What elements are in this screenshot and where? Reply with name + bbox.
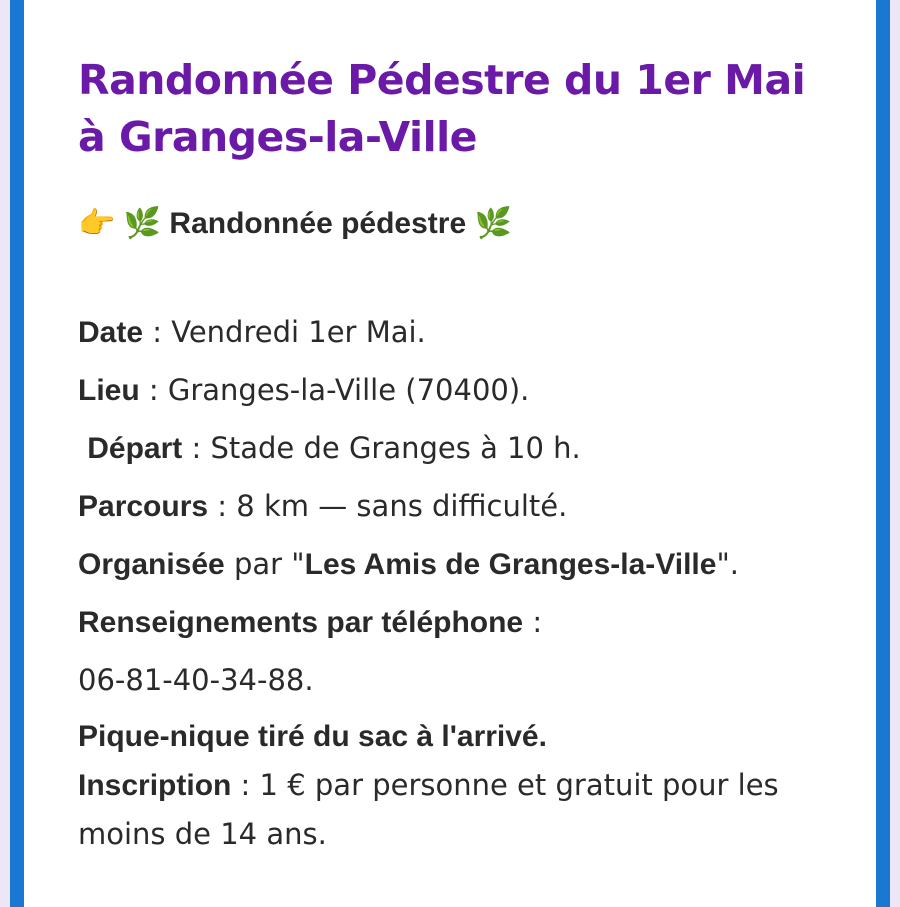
event-card xyxy=(10,0,890,907)
parcours-label: Parcours xyxy=(78,490,209,523)
subtitle-text: Randonnée pédestre xyxy=(169,207,467,240)
date-line xyxy=(78,308,848,357)
date-label: Date xyxy=(78,316,144,349)
parcours-value: : 8 km — sans difficulté. xyxy=(208,489,568,523)
organisee-par: par " xyxy=(224,547,305,581)
piquenique-line: Pique-nique tiré du sac à l'arrivé. xyxy=(78,720,547,753)
lieu-label: Lieu xyxy=(78,374,140,407)
parcours-line xyxy=(78,482,848,531)
event-title: Randonnée Pédestre du 1er Mai à Granges-la-Ville xyxy=(78,56,806,161)
leaf-icon: 🌿 xyxy=(474,206,512,241)
depart-label: Départ xyxy=(87,432,183,465)
renseignements-line xyxy=(78,598,848,647)
pointing-hand-icon: 👉 xyxy=(78,206,116,241)
lieu-line xyxy=(78,366,848,415)
organisee-line xyxy=(78,540,848,589)
renseignements-label: Renseignements par téléphone xyxy=(78,606,524,639)
inscription-line xyxy=(78,761,848,858)
event-subtitle xyxy=(78,202,512,246)
organisee-end: ". xyxy=(716,547,740,581)
inscription-label: Inscription xyxy=(78,769,232,802)
date-value: : Vendredi 1er Mai. xyxy=(143,315,426,349)
event-details xyxy=(78,308,848,858)
phone-number[interactable]: 06-81-40-34-88. xyxy=(78,663,314,697)
lieu-value: : Granges-la-Ville (70400). xyxy=(139,373,530,407)
leaf-icon: 🌿 xyxy=(123,206,162,241)
depart-line xyxy=(78,424,848,473)
organisee-label: Organisée xyxy=(78,548,225,581)
depart-value: : Stade de Granges à 10 h. xyxy=(182,431,581,465)
organisee-value: Les Amis de Granges-la-Ville xyxy=(304,548,717,581)
inscription-value: : 1 € par personne et gratuit pour les moins de 14 ans. xyxy=(78,768,779,851)
renseignements-sep: : xyxy=(523,605,543,639)
